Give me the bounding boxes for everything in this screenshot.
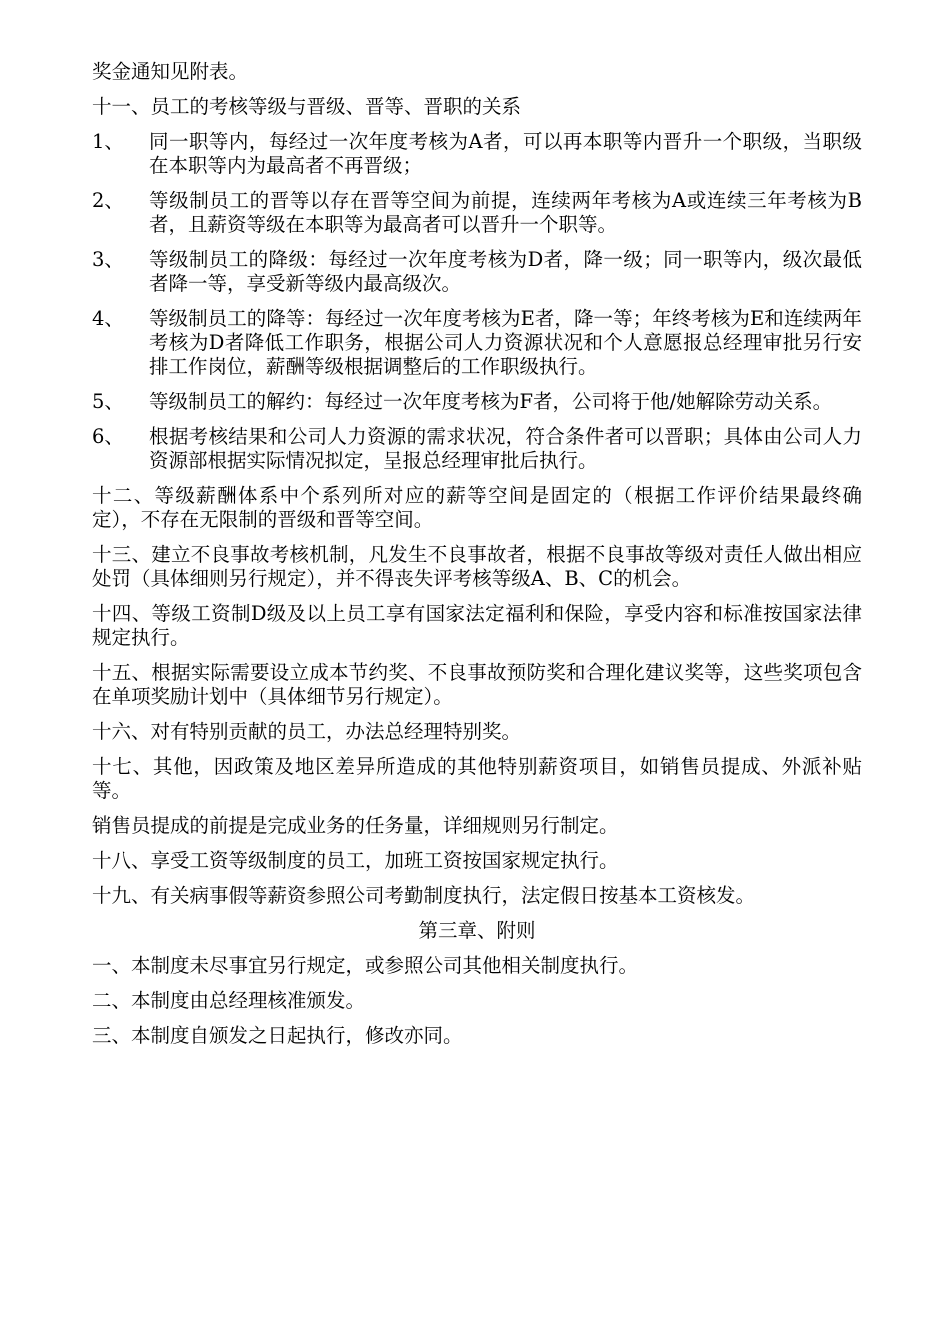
- list-item: [92, 425, 862, 473]
- list-item-number: 4、: [92, 307, 124, 330]
- intro-line: 奖金通知见附表。: [92, 60, 249, 83]
- list-item: [92, 248, 862, 296]
- chapter-3-heading: 第三章、附则: [418, 919, 536, 942]
- clause-18: 十八、享受工资等级制度的员工，加班工资按国家规定执行。: [92, 849, 619, 872]
- section-11-title: 十一、员工的考核等级与晋级、晋等、晋职的关系: [92, 95, 522, 118]
- list-item-text: 根据考核结果和公司人力资源的需求状况，符合条件者可以晋职；具体由公司人力资源部根据实际情况拟定，呈报总经理审批后执行。: [149, 425, 862, 472]
- list-item-number: 1、: [92, 130, 124, 153]
- list-item-text: 等级制员工的解约：每经过一次年度考核为F者，公司将于他/她解除劳动关系。: [149, 390, 833, 413]
- document-page: [92, 60, 862, 1059]
- clause-15: 十五、根据实际需要设立成本节约奖、不良事故预防奖和合理化建议奖等，这些奖项包含在单项奖励计划中（具体细节另行规定）。: [92, 661, 862, 708]
- sales-commission-note: 销售员提成的前提是完成业务的任务量，详细规则另行制定。: [92, 814, 619, 837]
- list-item-text: 等级制员工的晋等以存在晋等空间为前提，连续两年考核为A或连续三年考核为B者，且薪资等级在本职等为最高者可以晋升一个职等。: [149, 189, 862, 236]
- list-item: [92, 307, 862, 379]
- list-item-number: 3、: [92, 248, 124, 271]
- appendix-clause-1: 一、本制度未尽事宜另行规定，或参照公司其他相关制度执行。: [92, 954, 639, 977]
- clause-13: 十三、建立不良事故考核机制，凡发生不良事故者，根据不良事故等级对责任人做出相应处罚（具体细则另行规定），并不得丧失评考核等级A、B、C的机会。: [92, 543, 862, 590]
- list-item: [92, 189, 862, 237]
- clause-17: 十七、其他，因政策及地区差异所造成的其他特别薪资项目，如销售员提成、外派补贴等。: [92, 755, 862, 802]
- appendix-clause-2: 二、本制度由总经理核准颁发。: [92, 989, 366, 1012]
- list-item-number: 5、: [92, 390, 124, 413]
- list-item-text: 等级制员工的降等：每经过一次年度考核为E者，降一等；年终考核为E和连续两年考核为D者降低工作职务，根据公司人力资源状况和个人意愿报总经理审批另行安排工作岗位，薪酬等级根据调整后的工作职级执行。: [149, 307, 862, 378]
- clause-14: 十四、等级工资制D级及以上员工享有国家法定福利和保险，享受内容和标准按国家法律规定执行。: [92, 602, 862, 649]
- list-item: [92, 390, 862, 414]
- list-item-number: 6、: [92, 425, 124, 448]
- list-item: [92, 130, 862, 178]
- clause-19: 十九、有关病事假等薪资参照公司考勤制度执行，法定假日按基本工资核发。: [92, 884, 756, 907]
- clause-16: 十六、对有特别贡献的员工，办法总经理特别奖。: [92, 720, 522, 743]
- list-item-text: 同一职等内，每经过一次年度考核为A者，可以再本职等内晋升一个职级，当职级在本职等内为最高者不再晋级；: [149, 130, 862, 177]
- list-item-number: 2、: [92, 189, 124, 212]
- clause-12: 十二、等级薪酬体系中个系列所对应的薪等空间是固定的（根据工作评价结果最终确定），不存在无限制的晋级和晋等空间。: [92, 484, 862, 531]
- appendix-clause-3: 三、本制度自颁发之日起执行，修改亦同。: [92, 1024, 463, 1047]
- list-item-text: 等级制员工的降级：每经过一次年度考核为D者，降一级；同一职等内，级次最低者降一等，享受新等级内最高级次。: [149, 248, 862, 295]
